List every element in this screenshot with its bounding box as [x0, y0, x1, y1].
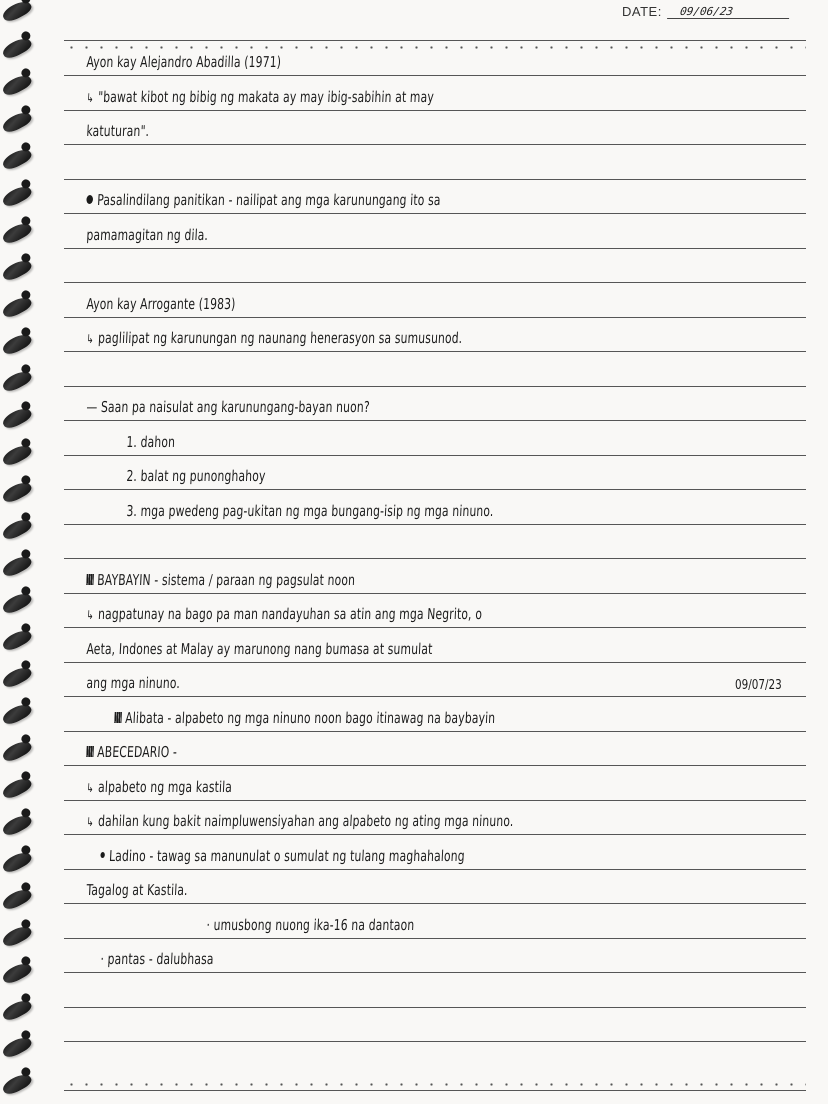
note-line-text: Ayon kay Arrogante (1983) [86, 294, 236, 313]
note-line-text: ABECEDARIO - [96, 743, 178, 761]
spiral-ring [0, 1034, 33, 1060]
note-line [126, 433, 176, 451]
note-line-text: · pantas - dalubhasa [100, 950, 215, 968]
ruled-line [64, 351, 806, 352]
spiral-ring [0, 35, 33, 61]
note-line-text: dahilan kung bakit naimpluwensiyahan ang alpabeto ng ating mga ninuno. [97, 812, 515, 830]
ruled-line [64, 800, 806, 801]
note-line-text: "bawat kibot ng bibig ng makata ay may ibig-sabihin at may [97, 87, 435, 106]
square-bullet-icon [114, 712, 122, 723]
note-line [86, 53, 282, 71]
note-line [86, 571, 356, 589]
ruled-line [64, 455, 806, 456]
top-dotted-rule [64, 46, 806, 49]
ruled-line [64, 1041, 806, 1042]
spiral-ring [0, 146, 33, 172]
ruled-line [64, 765, 806, 766]
ruled-line [64, 110, 806, 111]
ruled-line [64, 972, 806, 973]
ruled-line [64, 696, 806, 697]
note-line [126, 467, 266, 485]
ruled-line [64, 144, 806, 145]
dot-bullet-icon [100, 852, 105, 858]
note-line-text: Pasalindilang panitikan - nailipat ang mga karunungang ito sa [96, 191, 442, 209]
note-line [114, 709, 496, 727]
note-line [86, 295, 236, 313]
square-bullet-icon [86, 574, 94, 585]
note-line [86, 881, 188, 899]
ruled-line [64, 869, 806, 870]
spiral-ring [0, 553, 33, 579]
note-line-text: alpabeto ng mga kastila [97, 777, 233, 796]
spiral-ring [0, 442, 33, 468]
ruled-line [64, 213, 806, 214]
note-line [126, 502, 494, 520]
arrow-bullet-icon: ↳ [86, 780, 95, 795]
note-line-text: paglilipat ng karunungan ng naunang henerasyon sa sumusunod. [97, 329, 463, 347]
spiral-ring [0, 72, 33, 98]
square-bullet-icon [86, 746, 94, 757]
note-line [206, 916, 415, 934]
spiral-ring [0, 886, 33, 912]
note-line-text: pamamagitan ng dila. [86, 225, 209, 244]
spiral-ring [0, 109, 33, 135]
bottom-rule [64, 1090, 806, 1091]
spiral-ring [0, 923, 33, 949]
note-line [86, 743, 177, 761]
spiral-ring [0, 294, 33, 320]
circle-bullet-icon [86, 195, 93, 204]
arrow-bullet-icon: ↳ [86, 90, 95, 105]
note-line-text: Aeta, Indones at Malay ay marunong nang bumasa at sumulat [86, 639, 433, 658]
note-line [86, 605, 483, 623]
spiral-ring [0, 664, 33, 690]
ruled-line [64, 420, 806, 421]
spiral-ring [0, 479, 33, 505]
arrow-bullet-icon: ↳ [86, 332, 95, 346]
note-line-text: nagpatunay na bago pa man nandayuhan sa atin ang mga Negrito, o [97, 605, 483, 623]
note-line [100, 847, 465, 865]
note-line [100, 950, 214, 968]
note-line-text: 3. mga pwedeng pag-ukitan ng mga bungang-isip ng mga ninuno. [126, 501, 495, 520]
top-rule [64, 40, 806, 41]
ruled-line [64, 179, 806, 180]
note-line-text: Ayon kay Alejandro Abadilla (1971) [86, 53, 282, 71]
note-line-text: · umusbong nuong ika-16 na dantaon [206, 915, 415, 934]
ruled-line [64, 386, 806, 387]
spiral-ring [0, 183, 33, 209]
date-label: DATE: [622, 4, 662, 19]
ruled-line [64, 938, 806, 939]
ruled-line [64, 834, 806, 835]
note-line [86, 122, 150, 140]
note-line-text: Tagalog at Kastila. [86, 881, 189, 899]
spiral-ring [0, 368, 33, 394]
spiral-ring [0, 257, 33, 283]
note-line-text: 1. dahon [126, 432, 176, 451]
ruled-line [64, 593, 806, 594]
side-date: 09/07/23 [735, 678, 782, 693]
spiral-ring [0, 516, 33, 542]
ruled-line [64, 248, 806, 249]
ruled-line [64, 317, 806, 318]
spiral-ring [0, 812, 33, 838]
note-line-text: BAYBAYIN - sistema / paraan ng pagsulat noon [96, 570, 356, 589]
spiral-ring [0, 331, 33, 357]
arrow-bullet-icon: ↳ [86, 608, 95, 622]
ruled-line [64, 489, 806, 490]
note-line [86, 778, 233, 796]
note-line-text: katuturan". [86, 122, 150, 140]
date-value: 09/06/23 [667, 5, 791, 19]
spiral-ring [0, 405, 33, 431]
note-line [86, 329, 463, 347]
date-field [622, 4, 790, 19]
spiral-ring [0, 627, 33, 653]
ruled-line [64, 1007, 806, 1008]
note-line-text: ang mga ninuno. [86, 674, 181, 692]
note-line-text: Alibata - alpabeto ng mga ninuno noon bago itinawag na baybayin [124, 708, 496, 727]
ruled-line [64, 282, 806, 283]
note-line [86, 226, 209, 244]
note-line-text: Ladino - tawag sa manunulat o sumulat ng tulang maghahalong [108, 846, 466, 865]
bottom-dotted-rule [64, 1083, 806, 1086]
note-line [86, 640, 433, 658]
ruled-line [64, 903, 806, 904]
note-line [86, 674, 180, 692]
spiral-ring [0, 738, 33, 764]
ruled-line [64, 558, 806, 559]
note-line [86, 88, 434, 106]
spiral-ring [0, 1071, 33, 1097]
note-line-text: — Saan pa naisulat ang karunungang-bayan nuon? [86, 398, 371, 416]
note-line [86, 191, 441, 209]
spiral-ring [0, 590, 33, 616]
spiral-binding [0, 0, 34, 1104]
note-line [86, 812, 514, 830]
arrow-bullet-icon: ↳ [86, 815, 95, 829]
spiral-ring [0, 960, 33, 986]
ruled-line [64, 524, 806, 525]
spiral-ring [0, 849, 33, 875]
note-line [86, 398, 370, 416]
spiral-ring [0, 997, 33, 1023]
spiral-ring [0, 701, 33, 727]
note-line-text: 2. balat ng punonghahoy [126, 467, 267, 485]
ruled-line [64, 75, 806, 76]
spiral-ring [0, 0, 33, 24]
ruled-line [64, 627, 806, 628]
ruled-line [64, 731, 806, 732]
spiral-ring [0, 775, 33, 801]
spiral-ring [0, 220, 33, 246]
ruled-line [64, 662, 806, 663]
